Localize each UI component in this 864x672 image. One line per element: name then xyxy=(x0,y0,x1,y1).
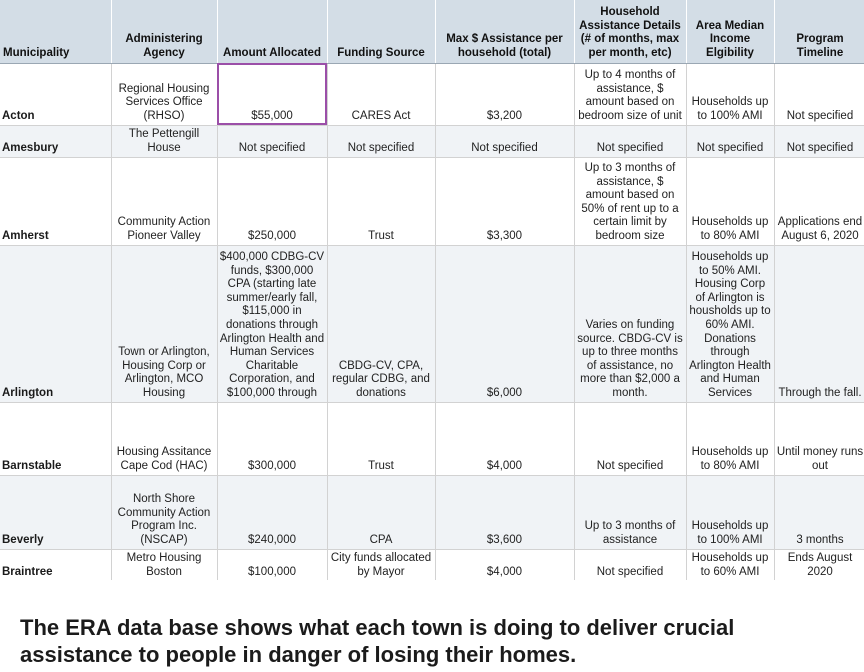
cell-amount[interactable]: $240,000 xyxy=(217,475,327,549)
cell-details[interactable]: Not specified xyxy=(574,125,686,157)
cell-ami[interactable]: Households up to 80% AMI xyxy=(686,402,774,475)
table-row xyxy=(0,125,864,157)
cell-details[interactable]: Not specified xyxy=(574,402,686,475)
cell-agency[interactable]: Housing Assitance Cape Cod (HAC) xyxy=(111,402,217,475)
cell-timeline[interactable]: Not specified xyxy=(774,63,864,125)
cell-amount[interactable]: $300,000 xyxy=(217,402,327,475)
cell-max[interactable]: $4,000 xyxy=(435,402,574,475)
cell-details[interactable]: Varies on funding source. CBDG-CV is up to three months of assistance, no more than $2,000 a month. xyxy=(574,245,686,402)
table-row xyxy=(0,549,864,580)
cell-ami[interactable]: Households up to 60% AMI xyxy=(686,549,774,580)
image-caption: The ERA data base shows what each town is doing to deliver crucial assistance to people in danger of losing their homes. xyxy=(20,615,735,667)
cell-timeline[interactable]: Through the fall. xyxy=(774,245,864,402)
cell-agency[interactable]: Regional Housing Services Office (RHSO) xyxy=(111,63,217,125)
cell-details[interactable]: Up to 3 months of assistance xyxy=(574,475,686,549)
cell-municipality[interactable]: Braintree xyxy=(0,549,111,580)
header-row xyxy=(0,0,864,63)
cell-amount[interactable]: $100,000 xyxy=(217,549,327,580)
cell-municipality[interactable]: Amherst xyxy=(0,157,111,245)
cell-source[interactable]: CBDG-CV, CPA, regular CDBG, and donations xyxy=(327,245,435,402)
cell-amount[interactable]: Not specified xyxy=(217,125,327,157)
cell-source[interactable]: Trust xyxy=(327,402,435,475)
col-header-ami[interactable]: Area Median Income Elgibility xyxy=(686,0,774,63)
cell-municipality[interactable]: Barnstable xyxy=(0,402,111,475)
cell-source[interactable]: City funds allocated by Mayor xyxy=(327,549,435,580)
cell-max[interactable]: $3,600 xyxy=(435,475,574,549)
cell-timeline[interactable]: 3 months xyxy=(774,475,864,549)
col-header-timeline[interactable]: Program Timeline xyxy=(774,0,864,63)
cell-ami[interactable]: Households up to 100% AMI xyxy=(686,63,774,125)
cell-ami[interactable]: Not specified xyxy=(686,125,774,157)
cell-municipality[interactable]: Amesbury xyxy=(0,125,111,157)
cell-details[interactable]: Not specified xyxy=(574,549,686,580)
cell-agency[interactable]: Metro Housing Boston xyxy=(111,549,217,580)
cell-timeline[interactable]: Until money runs out xyxy=(774,402,864,475)
cell-municipality[interactable]: Arlington xyxy=(0,245,111,402)
col-header-source[interactable]: Funding Source xyxy=(327,0,435,63)
cell-ami[interactable]: Households up to 80% AMI xyxy=(686,157,774,245)
cell-source[interactable]: CARES Act xyxy=(327,63,435,125)
cell-max[interactable]: $3,200 xyxy=(435,63,574,125)
cell-ami[interactable]: Households up to 100% AMI xyxy=(686,475,774,549)
cell-ami[interactable]: Households up to 50% AMI. Housing Corp of Arlington is housholds up to 60% AMI. Donations through Arlington Health and Human Services xyxy=(686,245,774,402)
cell-timeline[interactable]: Not specified xyxy=(774,125,864,157)
cell-timeline[interactable]: Applications end August 6, 2020 xyxy=(774,157,864,245)
cell-source[interactable]: Trust xyxy=(327,157,435,245)
table-row xyxy=(0,157,864,245)
cell-agency[interactable]: Community Action Pioneer Valley xyxy=(111,157,217,245)
cell-amount[interactable]: $250,000 xyxy=(217,157,327,245)
cell-amount-selected[interactable]: $55,000 xyxy=(217,63,327,125)
table-row xyxy=(0,245,864,402)
table-row xyxy=(0,63,864,125)
table-row xyxy=(0,402,864,475)
col-header-amount[interactable]: Amount Allocated xyxy=(217,0,327,63)
cell-agency[interactable]: Town or Arlington, Housing Corp or Arlington, MCO Housing xyxy=(111,245,217,402)
col-header-municipality[interactable]: Municipality xyxy=(0,0,111,63)
cell-source[interactable]: Not specified xyxy=(327,125,435,157)
cell-municipality[interactable]: Acton xyxy=(0,63,111,125)
cell-max[interactable]: $6,000 xyxy=(435,245,574,402)
cell-amount[interactable]: $400,000 CDBG-CV funds, $300,000 CPA (starting late summer/early fall, $115,000 in donations through Arlington Health and Human Services Charitable Corporation, and $100,000 through xyxy=(217,245,327,402)
cell-max[interactable]: $4,000 xyxy=(435,549,574,580)
cell-details[interactable]: Up to 3 months of assistance, $ amount based on 50% of rent up to a certain limit by bedroom size xyxy=(574,157,686,245)
col-header-agency[interactable]: Administering Agency xyxy=(111,0,217,63)
cell-source[interactable]: CPA xyxy=(327,475,435,549)
col-header-max[interactable]: Max $ Assistance per household (total) xyxy=(435,0,574,63)
cell-agency[interactable]: North Shore Community Action Program Inc. (NSCAP) xyxy=(111,475,217,549)
cell-max[interactable]: Not specified xyxy=(435,125,574,157)
cell-details[interactable]: Up to 4 months of assistance, $ amount based on bedroom size of unit xyxy=(574,63,686,125)
cell-timeline[interactable]: Ends August 2020 xyxy=(774,549,864,580)
cell-agency[interactable]: The Pettengill House xyxy=(111,125,217,157)
cell-max[interactable]: $3,300 xyxy=(435,157,574,245)
table-row xyxy=(0,475,864,549)
col-header-details[interactable]: Household Assistance Details (# of months, max per month, etc) xyxy=(574,0,686,63)
cell-municipality[interactable]: Beverly xyxy=(0,475,111,549)
